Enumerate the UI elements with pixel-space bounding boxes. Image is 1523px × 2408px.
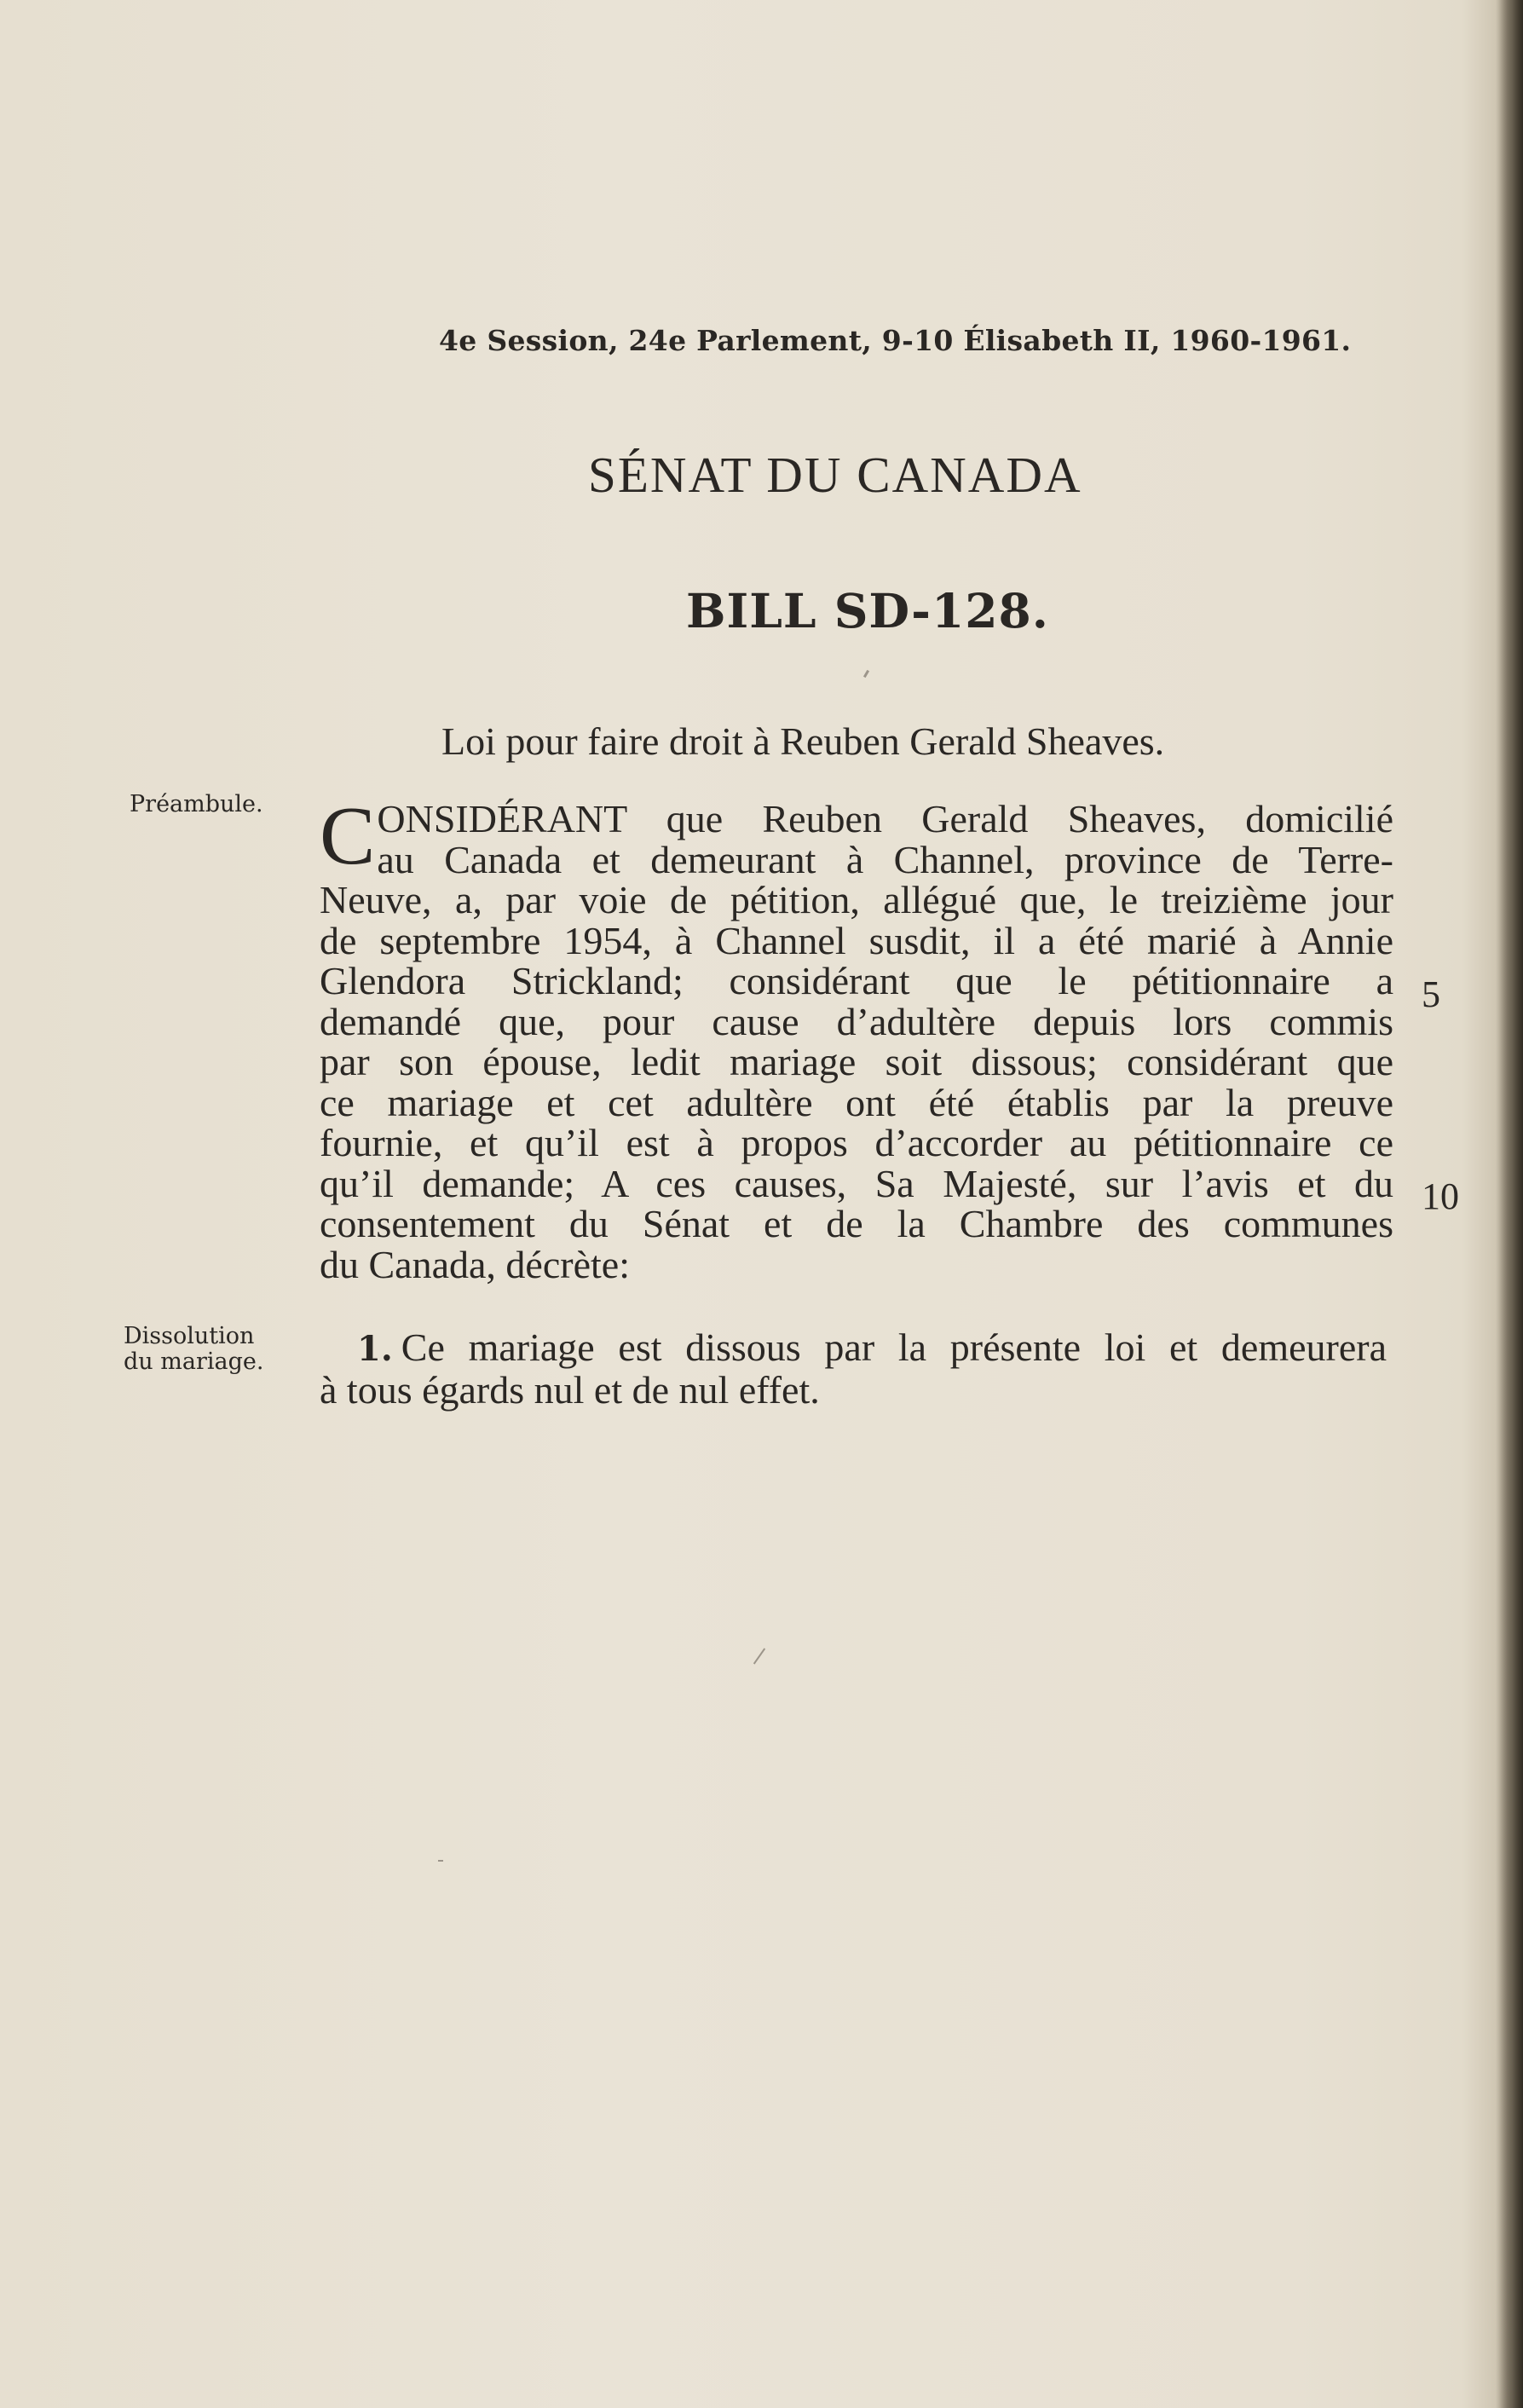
drop-cap: C	[320, 790, 376, 882]
paper-speck	[753, 1648, 765, 1664]
article-line: à tous égards nul et de nul effet.	[320, 1367, 820, 1412]
article-1	[320, 1327, 1387, 1410]
margin-note-dissolution-line1: Dissolution	[124, 1323, 255, 1349]
preamble-line: fournie, et qu’il est à propos d’accorder au pétitionnaire ce	[320, 1121, 1393, 1164]
article-line	[320, 1327, 1387, 1370]
line-number-5: 5	[1422, 973, 1440, 1015]
margin-note-dissolution	[124, 1324, 294, 1375]
preamble-line: Glendora Strickland; considérant que le pétitionnaire a	[320, 959, 1393, 1002]
line-number-10: 10	[1422, 1175, 1459, 1217]
preamble-line: consentement du Sénat et de la Chambre des communes	[320, 1202, 1393, 1245]
preamble-line: au Canada et demeurant à Channel, province de Terre-	[377, 837, 1393, 881]
paper-speck	[863, 670, 869, 678]
preamble-line: du Canada, décrète:	[320, 1242, 630, 1286]
preamble-line: Neuve, a, par voie de pétition, allégué que, le treizième jour	[320, 878, 1393, 921]
preamble-paragraph	[320, 790, 1393, 1286]
preamble-line: ONSIDÉRANT que Reuben Gerald Sheaves, domicilié	[377, 797, 1393, 840]
chamber-title: SÉNAT DU CANADA	[588, 447, 1082, 503]
page-edge-shadow	[1499, 0, 1523, 2408]
preamble-line: de septembre 1954, à Channel susdit, il a été marié à Annie	[320, 918, 1393, 962]
article-line1-text: Ce mariage est dissous par la présente loi et demeurera	[401, 1325, 1387, 1369]
preamble-line: qu’il demande; A ces causes, Sa Majesté, sur l’avis et du	[320, 1161, 1393, 1205]
bill-number: BILL SD-128.	[686, 583, 1049, 638]
margin-note-preambule: Préambule.	[130, 791, 263, 817]
bill-subtitle: Loi pour faire droit à Reuben Gerald Sheaves.	[441, 719, 1165, 763]
margin-note-dissolution-line2: du mariage.	[124, 1348, 264, 1375]
session-line: 4e Session, 24e Parlement, 9-10 Élisabeth II, 1960-1961.	[439, 324, 1352, 357]
article-number: 1.	[357, 1329, 393, 1369]
paper-speck	[438, 1860, 443, 1862]
preamble-line: demandé que, pour cause d’adultère depuis lors commis	[320, 999, 1393, 1043]
preamble-line: ce mariage et cet adultère ont été établis par la preuve	[320, 1080, 1393, 1124]
preamble-line: par son épouse, ledit mariage soit dissous; considérant que	[320, 1040, 1393, 1083]
